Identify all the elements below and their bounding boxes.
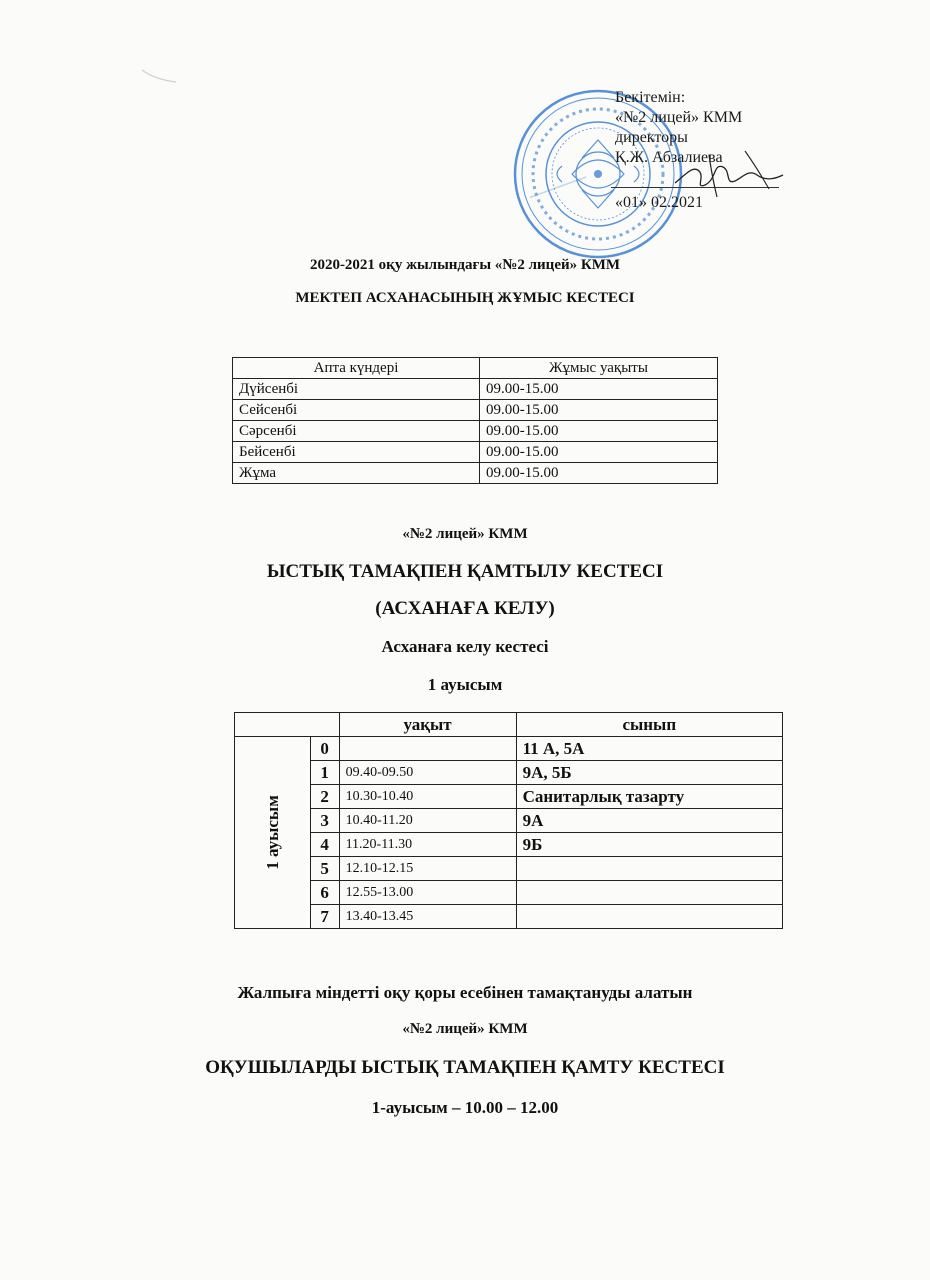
class-cell: 9А, 5Б (516, 761, 782, 785)
approval-date: «01» 02.2021 (615, 194, 703, 211)
approval-line: директоры (615, 129, 688, 146)
section2-subtitle: Асханаға келу кестесі (381, 637, 549, 656)
row-number: 0 (310, 737, 339, 761)
class-cell: 11 А, 5А (516, 737, 782, 761)
time-cell: 11.20-11.30 (339, 833, 516, 857)
time-cell: 12.55-13.00 (339, 881, 516, 905)
table-row (235, 761, 783, 785)
table-row (235, 881, 783, 905)
column-header: сынып (516, 713, 782, 737)
hours-cell: 09.00-15.00 (480, 442, 718, 463)
hours-cell: 09.00-15.00 (480, 421, 718, 442)
row-number: 4 (310, 833, 339, 857)
canteen-hours-table (232, 357, 718, 484)
hours-cell: 09.00-15.00 (480, 463, 718, 484)
scan-mark-icon (140, 66, 180, 86)
time-cell: 13.40-13.45 (339, 905, 516, 929)
table-row (235, 905, 783, 929)
class-cell: 9А (516, 809, 782, 833)
section2-title1: ЫСТЫҚ ТАМАҚПЕН ҚАМТЫЛУ КЕСТЕСІ (266, 561, 664, 582)
table-header-row (235, 713, 783, 737)
column-header (235, 713, 340, 737)
hours-cell: 09.00-15.00 (480, 379, 718, 400)
table-row (235, 833, 783, 857)
approval-line: «№2 лицей» КММ (615, 109, 743, 126)
time-cell: 10.30-10.40 (339, 785, 516, 809)
table-row (235, 785, 783, 809)
class-cell: Санитарлық тазарту (516, 785, 782, 809)
day-cell: Бейсенбі (233, 442, 480, 463)
section2-shift: 1 ауысым (427, 675, 503, 694)
class-cell: 9Б (516, 833, 782, 857)
table-row (235, 857, 783, 881)
section3-shift-time: 1-ауысым – 10.00 – 12.00 (371, 1098, 559, 1117)
shift-schedule-table (234, 712, 783, 929)
time-cell: 10.40-11.20 (339, 809, 516, 833)
table-row (233, 442, 718, 463)
day-cell: Сәрсенбі (233, 421, 480, 442)
column-header: уақыт (339, 713, 516, 737)
table-row (235, 737, 783, 761)
row-number: 1 (310, 761, 339, 785)
section2-org: «№2 лицей» КММ (402, 526, 528, 542)
class-cell (516, 881, 782, 905)
section3-line1: Жалпыға міндетті оқу қоры есебінен тамақтануды алатын (237, 983, 693, 1002)
approval-line: Қ.Ж. Абзалиева (615, 149, 723, 166)
row-number: 6 (310, 881, 339, 905)
table-row (235, 809, 783, 833)
day-cell: Жұма (233, 463, 480, 484)
time-cell (339, 737, 516, 761)
section3-title: ОҚУШЫЛАРДЫ ЫСТЫҚ ТАМАҚПЕН ҚАМТУ КЕСТЕСІ (205, 1057, 725, 1078)
class-cell (516, 905, 782, 929)
signature-icon (665, 145, 795, 205)
document-title-line2: МЕКТЕП АСХАНАСЫНЫҢ ЖҰМЫС КЕСТЕСІ (295, 290, 635, 306)
table-row (233, 463, 718, 484)
column-header: Апта күндері (233, 358, 480, 379)
time-cell: 12.10-12.15 (339, 857, 516, 881)
class-cell (516, 857, 782, 881)
time-cell: 09.40-09.50 (339, 761, 516, 785)
table-row (233, 379, 718, 400)
hours-cell: 09.00-15.00 (480, 400, 718, 421)
table-row (233, 421, 718, 442)
table-row (233, 400, 718, 421)
day-cell: Сейсенбі (233, 400, 480, 421)
table-header-row (233, 358, 718, 379)
section2-title2: (АСХАНАҒА КЕЛУ) (375, 598, 555, 619)
row-number: 3 (310, 809, 339, 833)
day-cell: Дүйсенбі (233, 379, 480, 400)
shift-label-cell (235, 737, 311, 929)
row-number: 7 (310, 905, 339, 929)
section3-org: «№2 лицей» КММ (402, 1021, 528, 1037)
column-header: Жұмыс уақыты (480, 358, 718, 379)
row-number: 2 (310, 785, 339, 809)
row-number: 5 (310, 857, 339, 881)
approval-line: Бекітемін: (615, 89, 686, 106)
shift-label: 1 ауысым (262, 794, 282, 870)
document-title-line1: 2020-2021 оқу жылындағы «№2 лицей» КММ (309, 257, 621, 273)
